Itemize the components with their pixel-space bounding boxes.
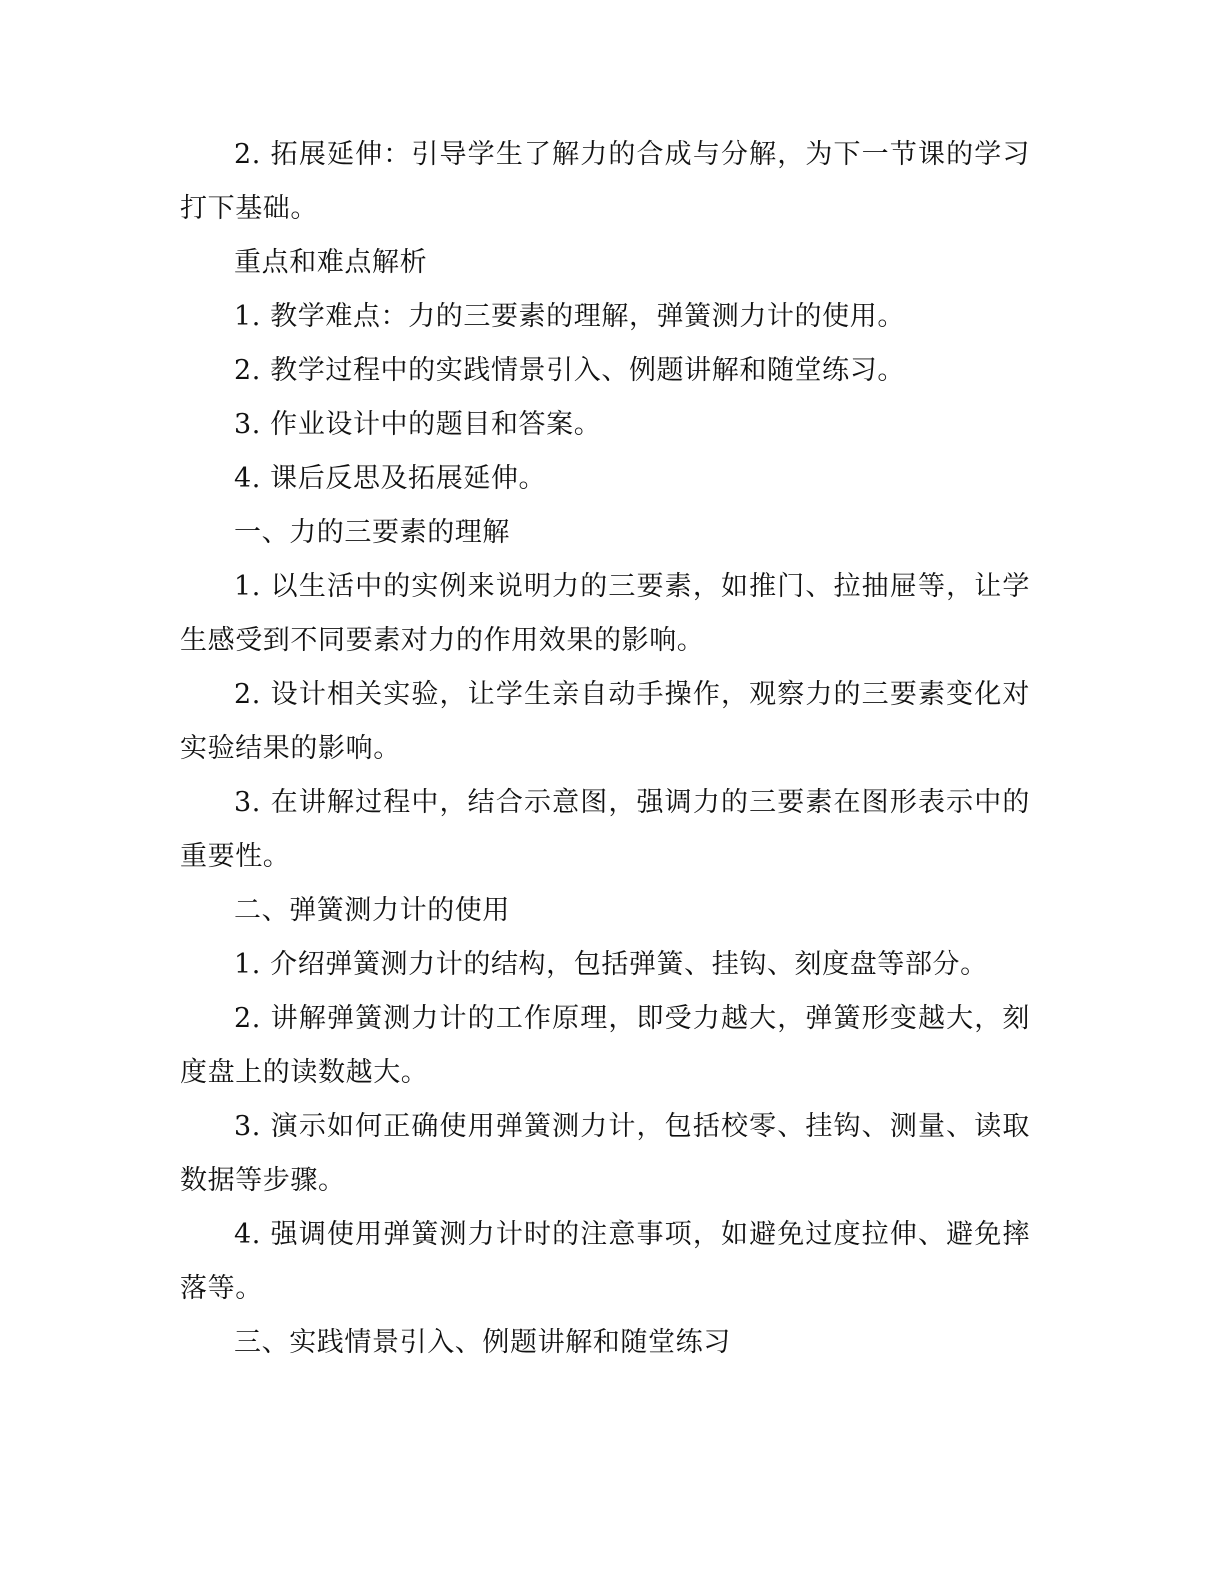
section-heading-practice: 三、实践情景引入、例题讲解和随堂练习 <box>234 1327 731 1358</box>
paragraph-diagram: 3. 在讲解过程中，结合示意图，强调力的三要素在图形表示中的重要性。 <box>180 787 1030 872</box>
paragraph-principle: 2. 讲解弹簧测力计的工作原理，即受力越大，弹簧形变越大，刻度盘上的读数越大。 <box>180 1003 1030 1088</box>
paragraph-difficulty: 1. 教学难点：力的三要素的理解，弹簧测力计的使用。 <box>234 301 905 332</box>
section-heading-key-points: 重点和难点解析 <box>234 247 428 278</box>
section-heading-spring-scale: 二、弹簧测力计的使用 <box>234 895 510 926</box>
paragraph-homework: 3. 作业设计中的题目和答案。 <box>234 409 602 440</box>
paragraph-teaching-process: 2. 教学过程中的实践情景引入、例题讲解和随堂练习。 <box>234 355 905 386</box>
paragraph-extension: 2. 拓展延伸：引导学生了解力的合成与分解，为下一节课的学习打下基础。 <box>180 139 1030 224</box>
paragraph-structure: 1. 介绍弹簧测力计的结构，包括弹簧、挂钩、刻度盘等部分。 <box>234 949 988 980</box>
paragraph-life-examples: 1. 以生活中的实例来说明力的三要素，如推门、拉抽屉等，让学生感受到不同要素对力的作用效果的影响。 <box>180 571 1030 656</box>
paragraph-precautions: 4. 强调使用弹簧测力计时的注意事项，如避免过度拉伸、避免摔落等。 <box>180 1219 1030 1304</box>
paragraph-reflection: 4. 课后反思及拓展延伸。 <box>234 463 547 494</box>
paragraph-demonstration: 3. 演示如何正确使用弹簧测力计，包括校零、挂钩、测量、读取数据等步骤。 <box>180 1111 1030 1196</box>
paragraph-experiment: 2. 设计相关实验，让学生亲自动手操作，观察力的三要素变化对实验结果的影响。 <box>180 679 1030 764</box>
section-heading-three-elements: 一、力的三要素的理解 <box>234 517 510 548</box>
document-page <box>180 128 1030 1370</box>
